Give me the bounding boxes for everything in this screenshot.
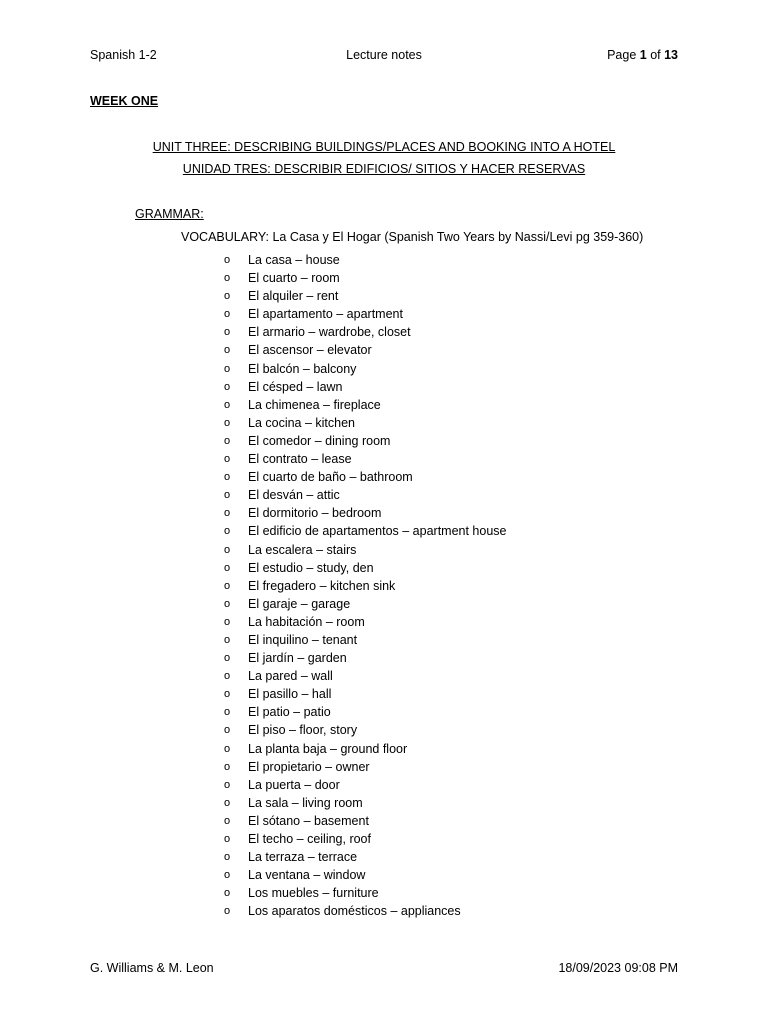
- circle-bullet-icon: o: [224, 380, 231, 393]
- circle-bullet-icon: o: [224, 833, 231, 845]
- vocabulary-term: El contrato – lease: [248, 452, 352, 467]
- circle-bullet-icon: o: [224, 290, 231, 303]
- vocabulary-term: El garaje – garage: [248, 596, 351, 611]
- circle-bullet-icon: o: [224, 814, 231, 827]
- vocabulary-term: El césped – lawn: [248, 379, 343, 394]
- vocabulary-term: El pasillo – hall: [248, 687, 332, 702]
- circle-bullet-icon: o: [224, 489, 231, 502]
- vocabulary-term: El dormitorio – bedroom: [248, 506, 382, 521]
- vocabulary-term: La casa – house: [248, 253, 340, 267]
- circle-bullet-icon: o: [224, 760, 231, 773]
- document-title: Lecture notes: [346, 48, 422, 62]
- vocabulary-term: El edificio de apartamentos – apartment house: [248, 524, 507, 539]
- circle-bullet-icon: o: [224, 561, 231, 574]
- page-footer: [90, 961, 678, 979]
- vocabulary-term: El inquilino – tenant: [248, 632, 358, 647]
- course-name: Spanish 1-2: [90, 48, 157, 62]
- circle-bullet-icon: o: [224, 706, 231, 719]
- circle-bullet-icon: o: [224, 633, 231, 646]
- circle-bullet-icon: o: [224, 525, 231, 538]
- page-current: 1: [639, 48, 647, 62]
- vocabulary-term: El armario – wardrobe, closet: [248, 325, 411, 340]
- vocabulary-term: El balcón – balcony: [248, 361, 357, 376]
- circle-bullet-icon: o: [224, 416, 231, 429]
- circle-bullet-icon: o: [224, 434, 231, 447]
- unit-title-english: UNIT THREE: DESCRIBING BUILDINGS/PLACES AND BOOKING INTO A HOTEL: [152, 140, 616, 154]
- week-heading: WEEK ONE: [90, 94, 159, 108]
- circle-bullet-icon: o: [224, 453, 231, 466]
- vocabulary-term: La escalera – stairs: [248, 542, 357, 557]
- circle-bullet-icon: o: [224, 398, 231, 411]
- circle-bullet-icon: o: [224, 308, 231, 321]
- vocabulary-term: El fregadero – kitchen sink: [248, 578, 396, 593]
- circle-bullet-icon: o: [224, 652, 231, 665]
- vocabulary-term: La ventana – window: [248, 868, 366, 883]
- vocabulary-term: Los aparatos domésticos – appliances: [248, 904, 461, 919]
- vocabulary-term: La habitación – room: [248, 614, 365, 629]
- vocabulary-term: Los muebles – furniture: [248, 886, 379, 901]
- circle-bullet-icon: o: [224, 851, 231, 864]
- vocabulary-term: El cuarto de baño – bathroom: [248, 470, 413, 485]
- circle-bullet-icon: o: [224, 615, 231, 628]
- vocabulary-term: La planta baja – ground floor: [248, 741, 408, 756]
- vocabulary-term: El techo – ceiling, roof: [248, 832, 371, 846]
- circle-bullet-icon: o: [224, 905, 231, 918]
- vocabulary-term: El apartamento – apartment: [248, 307, 403, 322]
- page-number: [607, 48, 678, 62]
- footer-authors: G. Williams & M. Leon: [90, 961, 214, 975]
- circle-bullet-icon: o: [224, 507, 231, 520]
- unit-title-spanish: UNIDAD TRES: DESCRIBIR EDIFICIOS/ SITIOS Y HACER RESERVAS: [182, 162, 586, 176]
- vocabulary-term: La pared – wall: [248, 669, 333, 684]
- vocabulary-term: La sala – living room: [248, 795, 363, 810]
- vocabulary-heading: VOCABULARY: La Casa y El Hogar (Spanish Two Years by Nassi/Levi pg 359-360): [181, 230, 644, 244]
- vocabulary-term: El cuarto – room: [248, 271, 340, 286]
- page-header: [90, 48, 678, 66]
- circle-bullet-icon: o: [224, 724, 231, 737]
- vocabulary-term: La puerta – door: [248, 777, 340, 792]
- circle-bullet-icon: o: [224, 272, 231, 285]
- grammar-heading: GRAMMAR:: [135, 207, 204, 221]
- footer-datetime: 18/09/2023 09:08 PM: [558, 961, 678, 975]
- circle-bullet-icon: o: [224, 869, 231, 882]
- circle-bullet-icon: o: [224, 471, 231, 484]
- circle-bullet-icon: o: [224, 796, 231, 809]
- circle-bullet-icon: o: [224, 688, 231, 701]
- vocabulary-term: El propietario – owner: [248, 759, 370, 774]
- circle-bullet-icon: o: [224, 778, 231, 791]
- vocabulary-term: El estudio – study, den: [248, 560, 374, 575]
- vocabulary-term: El piso – floor, story: [248, 723, 358, 738]
- vocabulary-term: El patio – patio: [248, 705, 331, 720]
- circle-bullet-icon: o: [224, 887, 231, 900]
- circle-bullet-icon: o: [224, 670, 231, 683]
- page-prefix: Page: [607, 48, 640, 62]
- circle-bullet-icon: o: [224, 742, 231, 755]
- vocabulary-term: La chimenea – fireplace: [248, 397, 381, 412]
- page-total: 13: [664, 48, 678, 62]
- circle-bullet-icon: o: [224, 326, 231, 339]
- vocabulary-term: La cocina – kitchen: [248, 415, 356, 430]
- vocabulary-term: El ascensor – elevator: [248, 343, 372, 358]
- vocabulary-term: El comedor – dining room: [248, 433, 391, 448]
- vocabulary-term: La terraza – terrace: [248, 850, 358, 865]
- vocabulary-term: El alquiler – rent: [248, 289, 339, 304]
- circle-bullet-icon: o: [224, 254, 231, 266]
- circle-bullet-icon: o: [224, 579, 231, 592]
- circle-bullet-icon: o: [224, 543, 231, 556]
- circle-bullet-icon: o: [224, 597, 231, 610]
- page-of: of: [646, 48, 665, 62]
- vocabulary-term: El jardín – garden: [248, 651, 347, 666]
- vocabulary-term: El desván – attic: [248, 488, 340, 503]
- circle-bullet-icon: o: [224, 362, 231, 375]
- circle-bullet-icon: o: [224, 344, 231, 357]
- vocabulary-term: El sótano – basement: [248, 813, 369, 828]
